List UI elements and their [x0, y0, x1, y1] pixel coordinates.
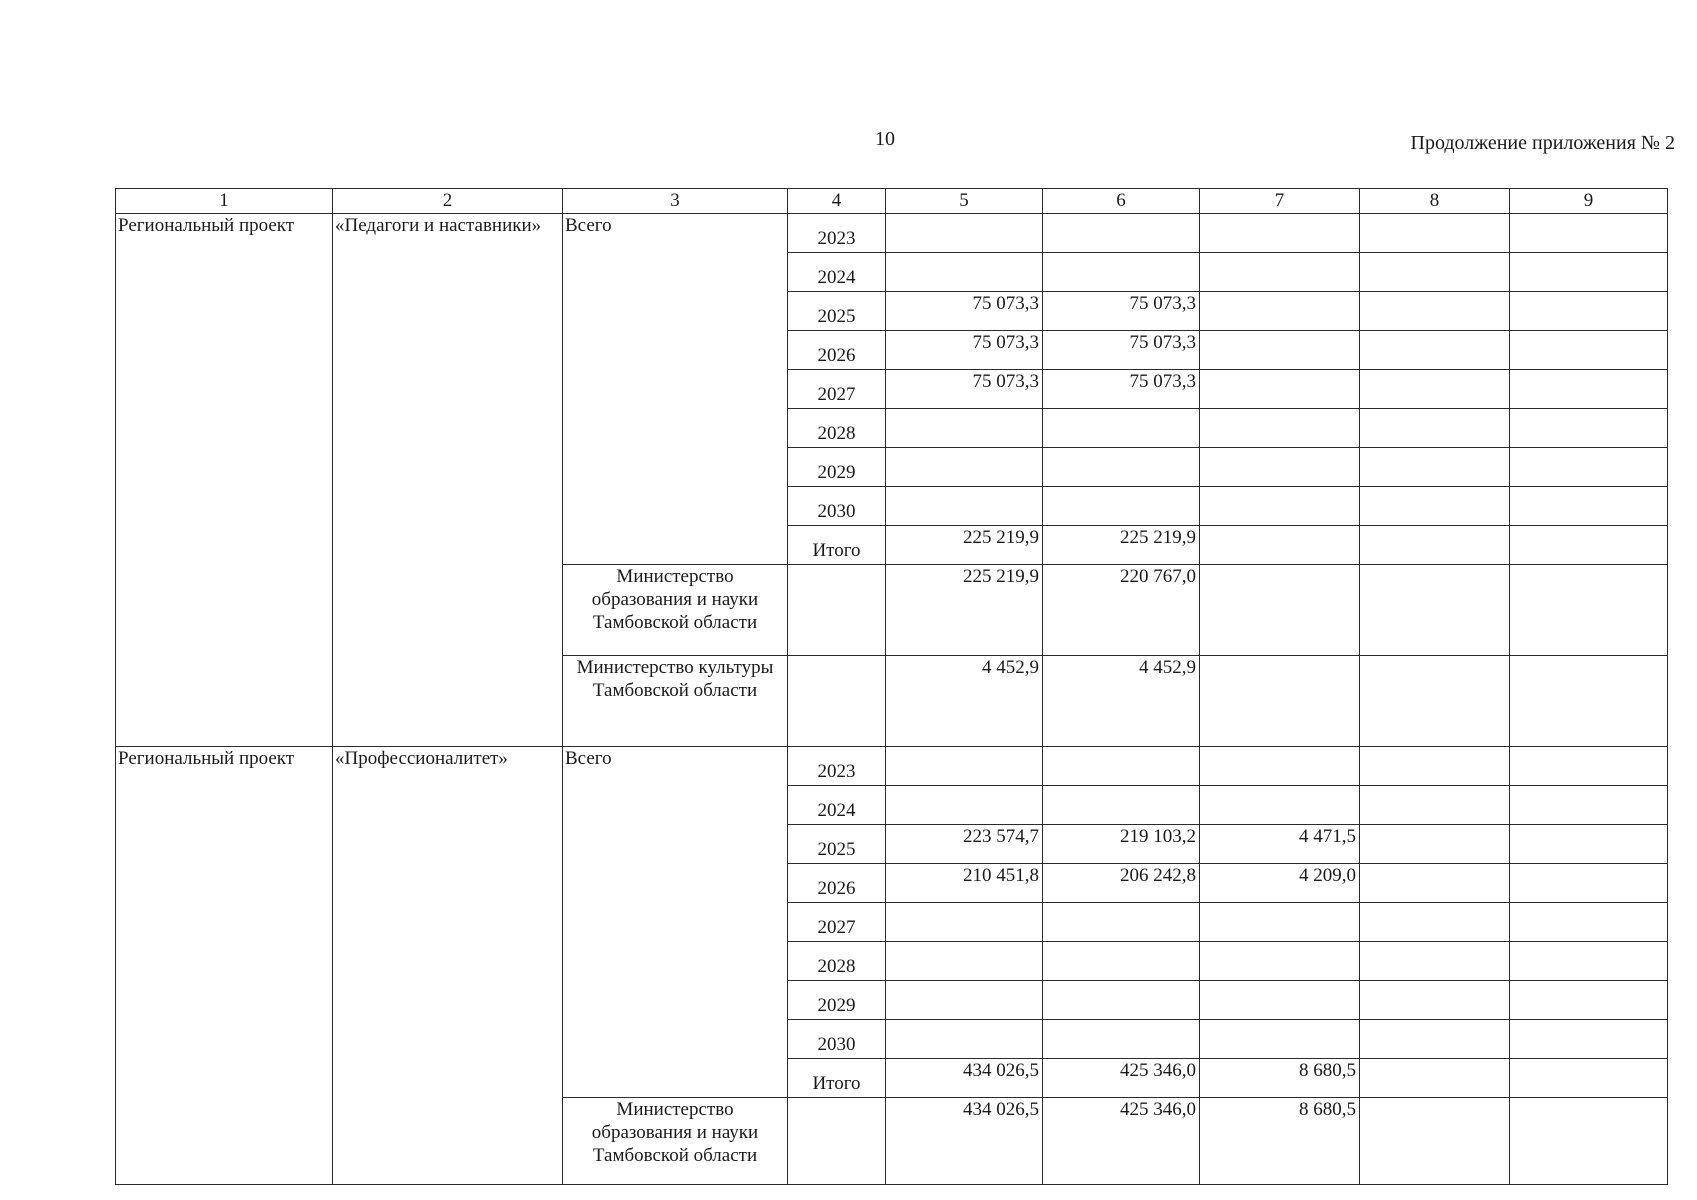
column-header: 5 [886, 189, 1043, 214]
value-cell-5 [886, 409, 1043, 448]
value-cell-5: 75 073,3 [886, 292, 1043, 331]
value-cell-6: 206 242,8 [1043, 864, 1200, 903]
value-cell-8 [1360, 292, 1510, 331]
value-cell-7 [1200, 565, 1360, 656]
table-body [116, 189, 1668, 1185]
year-cell: 2027 [788, 903, 886, 942]
value-cell-6 [1043, 786, 1200, 825]
value-cell-9 [1510, 942, 1668, 981]
year-cell: 2028 [788, 409, 886, 448]
value-cell-7 [1200, 409, 1360, 448]
value-cell-6: 225 219,9 [1043, 526, 1200, 565]
year-cell: 2024 [788, 786, 886, 825]
value-cell-6 [1043, 409, 1200, 448]
value-cell-7 [1200, 903, 1360, 942]
value-cell-7 [1200, 747, 1360, 786]
value-cell-8 [1360, 526, 1510, 565]
value-cell-5 [886, 214, 1043, 253]
value-cell-9 [1510, 487, 1668, 526]
value-cell-8 [1360, 825, 1510, 864]
value-cell-8 [1360, 253, 1510, 292]
value-cell-7 [1200, 981, 1360, 1020]
value-cell-9 [1510, 825, 1668, 864]
value-cell-9 [1510, 786, 1668, 825]
value-cell-6 [1043, 981, 1200, 1020]
value-cell-6 [1043, 214, 1200, 253]
year-cell: Итого [788, 1059, 886, 1098]
value-cell-8 [1360, 786, 1510, 825]
value-cell-9 [1510, 864, 1668, 903]
header-row [116, 189, 1668, 214]
project-kind-cell: Региональный проект [116, 214, 333, 747]
value-cell-7 [1200, 1020, 1360, 1059]
column-header: 4 [788, 189, 886, 214]
value-cell-6: 4 452,9 [1043, 656, 1200, 747]
year-cell: 2030 [788, 487, 886, 526]
value-cell-9 [1510, 331, 1668, 370]
value-cell-6 [1043, 903, 1200, 942]
value-cell-6 [1043, 253, 1200, 292]
value-cell-8 [1360, 747, 1510, 786]
value-cell-9 [1510, 292, 1668, 331]
project-name-cell: «Педагоги и наставники» [333, 214, 563, 747]
column-header: 6 [1043, 189, 1200, 214]
value-cell-5 [886, 1020, 1043, 1059]
value-cell-8 [1360, 903, 1510, 942]
value-cell-6: 219 103,2 [1043, 825, 1200, 864]
year-cell: 2024 [788, 253, 886, 292]
value-cell-6 [1043, 487, 1200, 526]
value-cell-7 [1200, 214, 1360, 253]
value-cell-8 [1360, 942, 1510, 981]
value-cell-6: 220 767,0 [1043, 565, 1200, 656]
budget-table [115, 188, 1668, 1185]
ministry-name-cell: Министерство образования и науки Тамбовской области [563, 565, 788, 656]
value-cell-5 [886, 487, 1043, 526]
value-cell-7: 8 680,5 [1200, 1098, 1360, 1185]
value-cell-6: 425 346,0 [1043, 1059, 1200, 1098]
table-row [116, 214, 1668, 253]
column-header: 7 [1200, 189, 1360, 214]
value-cell-7 [1200, 487, 1360, 526]
value-cell-5: 434 026,5 [886, 1059, 1043, 1098]
value-cell-8 [1360, 1098, 1510, 1185]
value-cell-5 [886, 981, 1043, 1020]
table-row [116, 747, 1668, 786]
value-cell-5 [886, 448, 1043, 487]
value-cell-5 [886, 747, 1043, 786]
value-cell-7 [1200, 786, 1360, 825]
value-cell-6 [1043, 942, 1200, 981]
value-cell-6: 75 073,3 [1043, 292, 1200, 331]
year-cell-empty [788, 565, 886, 656]
value-cell-6: 75 073,3 [1043, 370, 1200, 409]
value-cell-9 [1510, 903, 1668, 942]
value-cell-8 [1360, 1059, 1510, 1098]
value-cell-7 [1200, 292, 1360, 331]
value-cell-6 [1043, 448, 1200, 487]
value-cell-7 [1200, 448, 1360, 487]
page-number: 10 [875, 128, 895, 150]
value-cell-8 [1360, 656, 1510, 747]
value-cell-9 [1510, 448, 1668, 487]
year-cell: 2025 [788, 292, 886, 331]
value-cell-5 [886, 942, 1043, 981]
value-cell-5 [886, 253, 1043, 292]
column-header: 2 [333, 189, 563, 214]
ministry-name-cell: Министерство образования и науки Тамбовской области [563, 1098, 788, 1185]
value-cell-7 [1200, 331, 1360, 370]
value-cell-5: 434 026,5 [886, 1098, 1043, 1185]
value-cell-5: 223 574,7 [886, 825, 1043, 864]
value-cell-6: 75 073,3 [1043, 331, 1200, 370]
year-cell: 2023 [788, 214, 886, 253]
year-cell: 2026 [788, 331, 886, 370]
value-cell-7: 4 209,0 [1200, 864, 1360, 903]
value-cell-5: 4 452,9 [886, 656, 1043, 747]
value-cell-5: 75 073,3 [886, 370, 1043, 409]
value-cell-9 [1510, 565, 1668, 656]
value-cell-9 [1510, 747, 1668, 786]
value-cell-6 [1043, 747, 1200, 786]
total-label-cell: Всего [563, 214, 788, 565]
year-cell: 2023 [788, 747, 886, 786]
year-cell: 2030 [788, 1020, 886, 1059]
value-cell-7: 4 471,5 [1200, 825, 1360, 864]
value-cell-8 [1360, 565, 1510, 656]
value-cell-5: 225 219,9 [886, 565, 1043, 656]
value-cell-9 [1510, 1020, 1668, 1059]
column-header: 9 [1510, 189, 1668, 214]
appendix-caption: Продолжение приложения № 2 [1410, 132, 1675, 154]
value-cell-7 [1200, 370, 1360, 409]
value-cell-7: 8 680,5 [1200, 1059, 1360, 1098]
value-cell-8 [1360, 981, 1510, 1020]
value-cell-9 [1510, 214, 1668, 253]
column-header: 1 [116, 189, 333, 214]
ministry-name-cell: Министерство культуры Тамбовской области [563, 656, 788, 747]
value-cell-8 [1360, 448, 1510, 487]
year-cell: 2029 [788, 981, 886, 1020]
year-cell-empty [788, 1098, 886, 1185]
value-cell-7 [1200, 656, 1360, 747]
value-cell-8 [1360, 864, 1510, 903]
column-header: 8 [1360, 189, 1510, 214]
value-cell-7 [1200, 526, 1360, 565]
value-cell-8 [1360, 214, 1510, 253]
value-cell-9 [1510, 370, 1668, 409]
project-kind-cell: Региональный проект [116, 747, 333, 1185]
value-cell-5 [886, 903, 1043, 942]
value-cell-5: 210 451,8 [886, 864, 1043, 903]
value-cell-9 [1510, 1098, 1668, 1185]
value-cell-7 [1200, 253, 1360, 292]
value-cell-9 [1510, 409, 1668, 448]
project-name-cell: «Профессионалитет» [333, 747, 563, 1185]
value-cell-9 [1510, 1059, 1668, 1098]
value-cell-9 [1510, 253, 1668, 292]
year-cell: 2027 [788, 370, 886, 409]
value-cell-5 [886, 786, 1043, 825]
year-cell: 2025 [788, 825, 886, 864]
value-cell-7 [1200, 942, 1360, 981]
year-cell-empty [788, 656, 886, 747]
column-header: 3 [563, 189, 788, 214]
value-cell-9 [1510, 656, 1668, 747]
year-cell: 2029 [788, 448, 886, 487]
value-cell-6 [1043, 1020, 1200, 1059]
value-cell-8 [1360, 331, 1510, 370]
total-label-cell: Всего [563, 747, 788, 1098]
value-cell-5: 75 073,3 [886, 331, 1043, 370]
year-cell: 2028 [788, 942, 886, 981]
value-cell-8 [1360, 370, 1510, 409]
value-cell-8 [1360, 487, 1510, 526]
year-cell: Итого [788, 526, 886, 565]
value-cell-9 [1510, 981, 1668, 1020]
value-cell-8 [1360, 409, 1510, 448]
value-cell-8 [1360, 1020, 1510, 1059]
value-cell-9 [1510, 526, 1668, 565]
value-cell-6: 425 346,0 [1043, 1098, 1200, 1185]
value-cell-5: 225 219,9 [886, 526, 1043, 565]
year-cell: 2026 [788, 864, 886, 903]
